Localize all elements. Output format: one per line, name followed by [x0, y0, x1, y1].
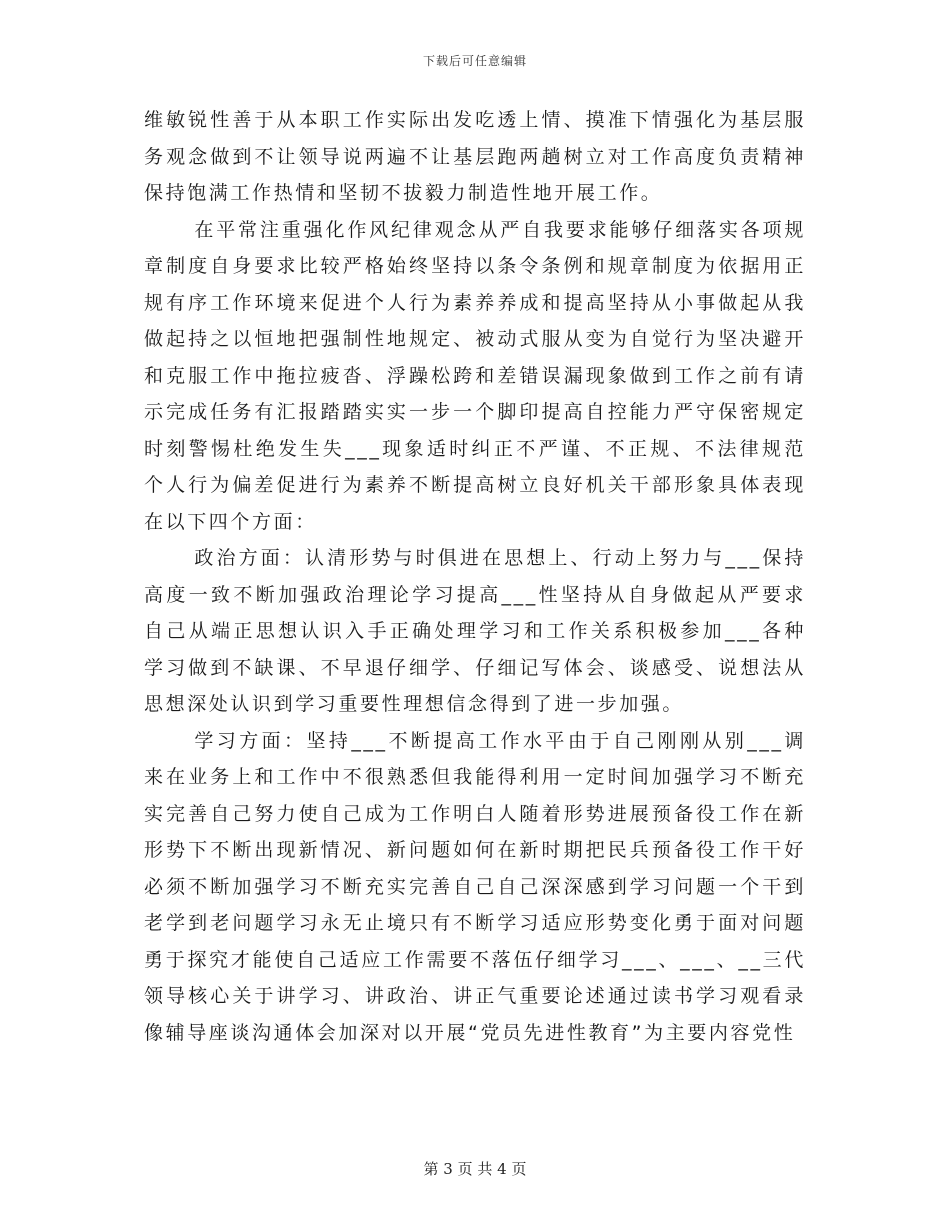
paragraph-4: 学习方面：坚持___不断提高工作水平由于自己刚刚从别___调来在业务上和工作中不很熟悉但我能得利用一定时间加强学习不断充实完善自己努力使自己成为工作明白人随着形势进展预备役工作在新形势下不断出现新情况、新问题如何在新时期把民兵预备役工作干好必须不断加强学习不断充实完善自己自己深深感到学习问题一个干到老学到老问题学习永无止境只有不断学习适应形势变化勇于面对问题勇于探究才能使自己适应工作需要不落伍仔细学习___、___、__三代领导核心关于讲学习、讲政治、讲正气重要论述通过读书学习观看录像辅导座谈沟通体会加深对以开展“党员先进性教育”为主要内容党性 [144, 729, 806, 1044]
page-number: 第 3 页 共 4 页 [423, 1160, 527, 1178]
paragraph-1: 维敏锐性善于从本职工作实际出发吃透上情、摸准下情强化为基层服务观念做到不让领导说两遍不让基层跑两趟树立对工作高度负责精神保持饱满工作热情和坚韧不拔毅力制造性地开展工作。 [144, 109, 806, 204]
page-header: 下载后可任意编辑 [422, 54, 527, 68]
document-body [144, 102, 806, 1051]
paragraph-2: 在平常注重强化作风纪律观念从严自我要求能够仔细落实各项规章制度自身要求比较严格始终坚持以条令条例和规章制度为依据用正规有序工作环境来促进个人行为素养养成和提高坚持从小事做起从我做起持之以恒地把强制性地规定、被动式服从变为自觉行为坚决避开和克服工作中拖拉疲沓、浮躁松跨和差错误漏现象做到工作之前有请示完成任务有汇报踏踏实实一步一个脚印提高自控能力严守保密规定时刻警惕杜绝发生失___现象适时纠正不严谨、不正规、不法律规范个人行为偏差促进行为素养不断提高树立良好机关干部形象具体表现在以下四个方面： [144, 218, 806, 533]
paragraph-3: 政治方面：认清形势与时俱进在思想上、行动上努力与___保持高度一致不断加强政治理论学习提高___性坚持从自身做起从严要求自己从端正思想认识入手正确处理学习和工作关系积极参加___各种学习做到不缺课、不早退仔细学、仔细记写体会、谈感受、说想法从思想深处认识到学习重要性理想信念得到了进一步加强。 [144, 547, 806, 715]
